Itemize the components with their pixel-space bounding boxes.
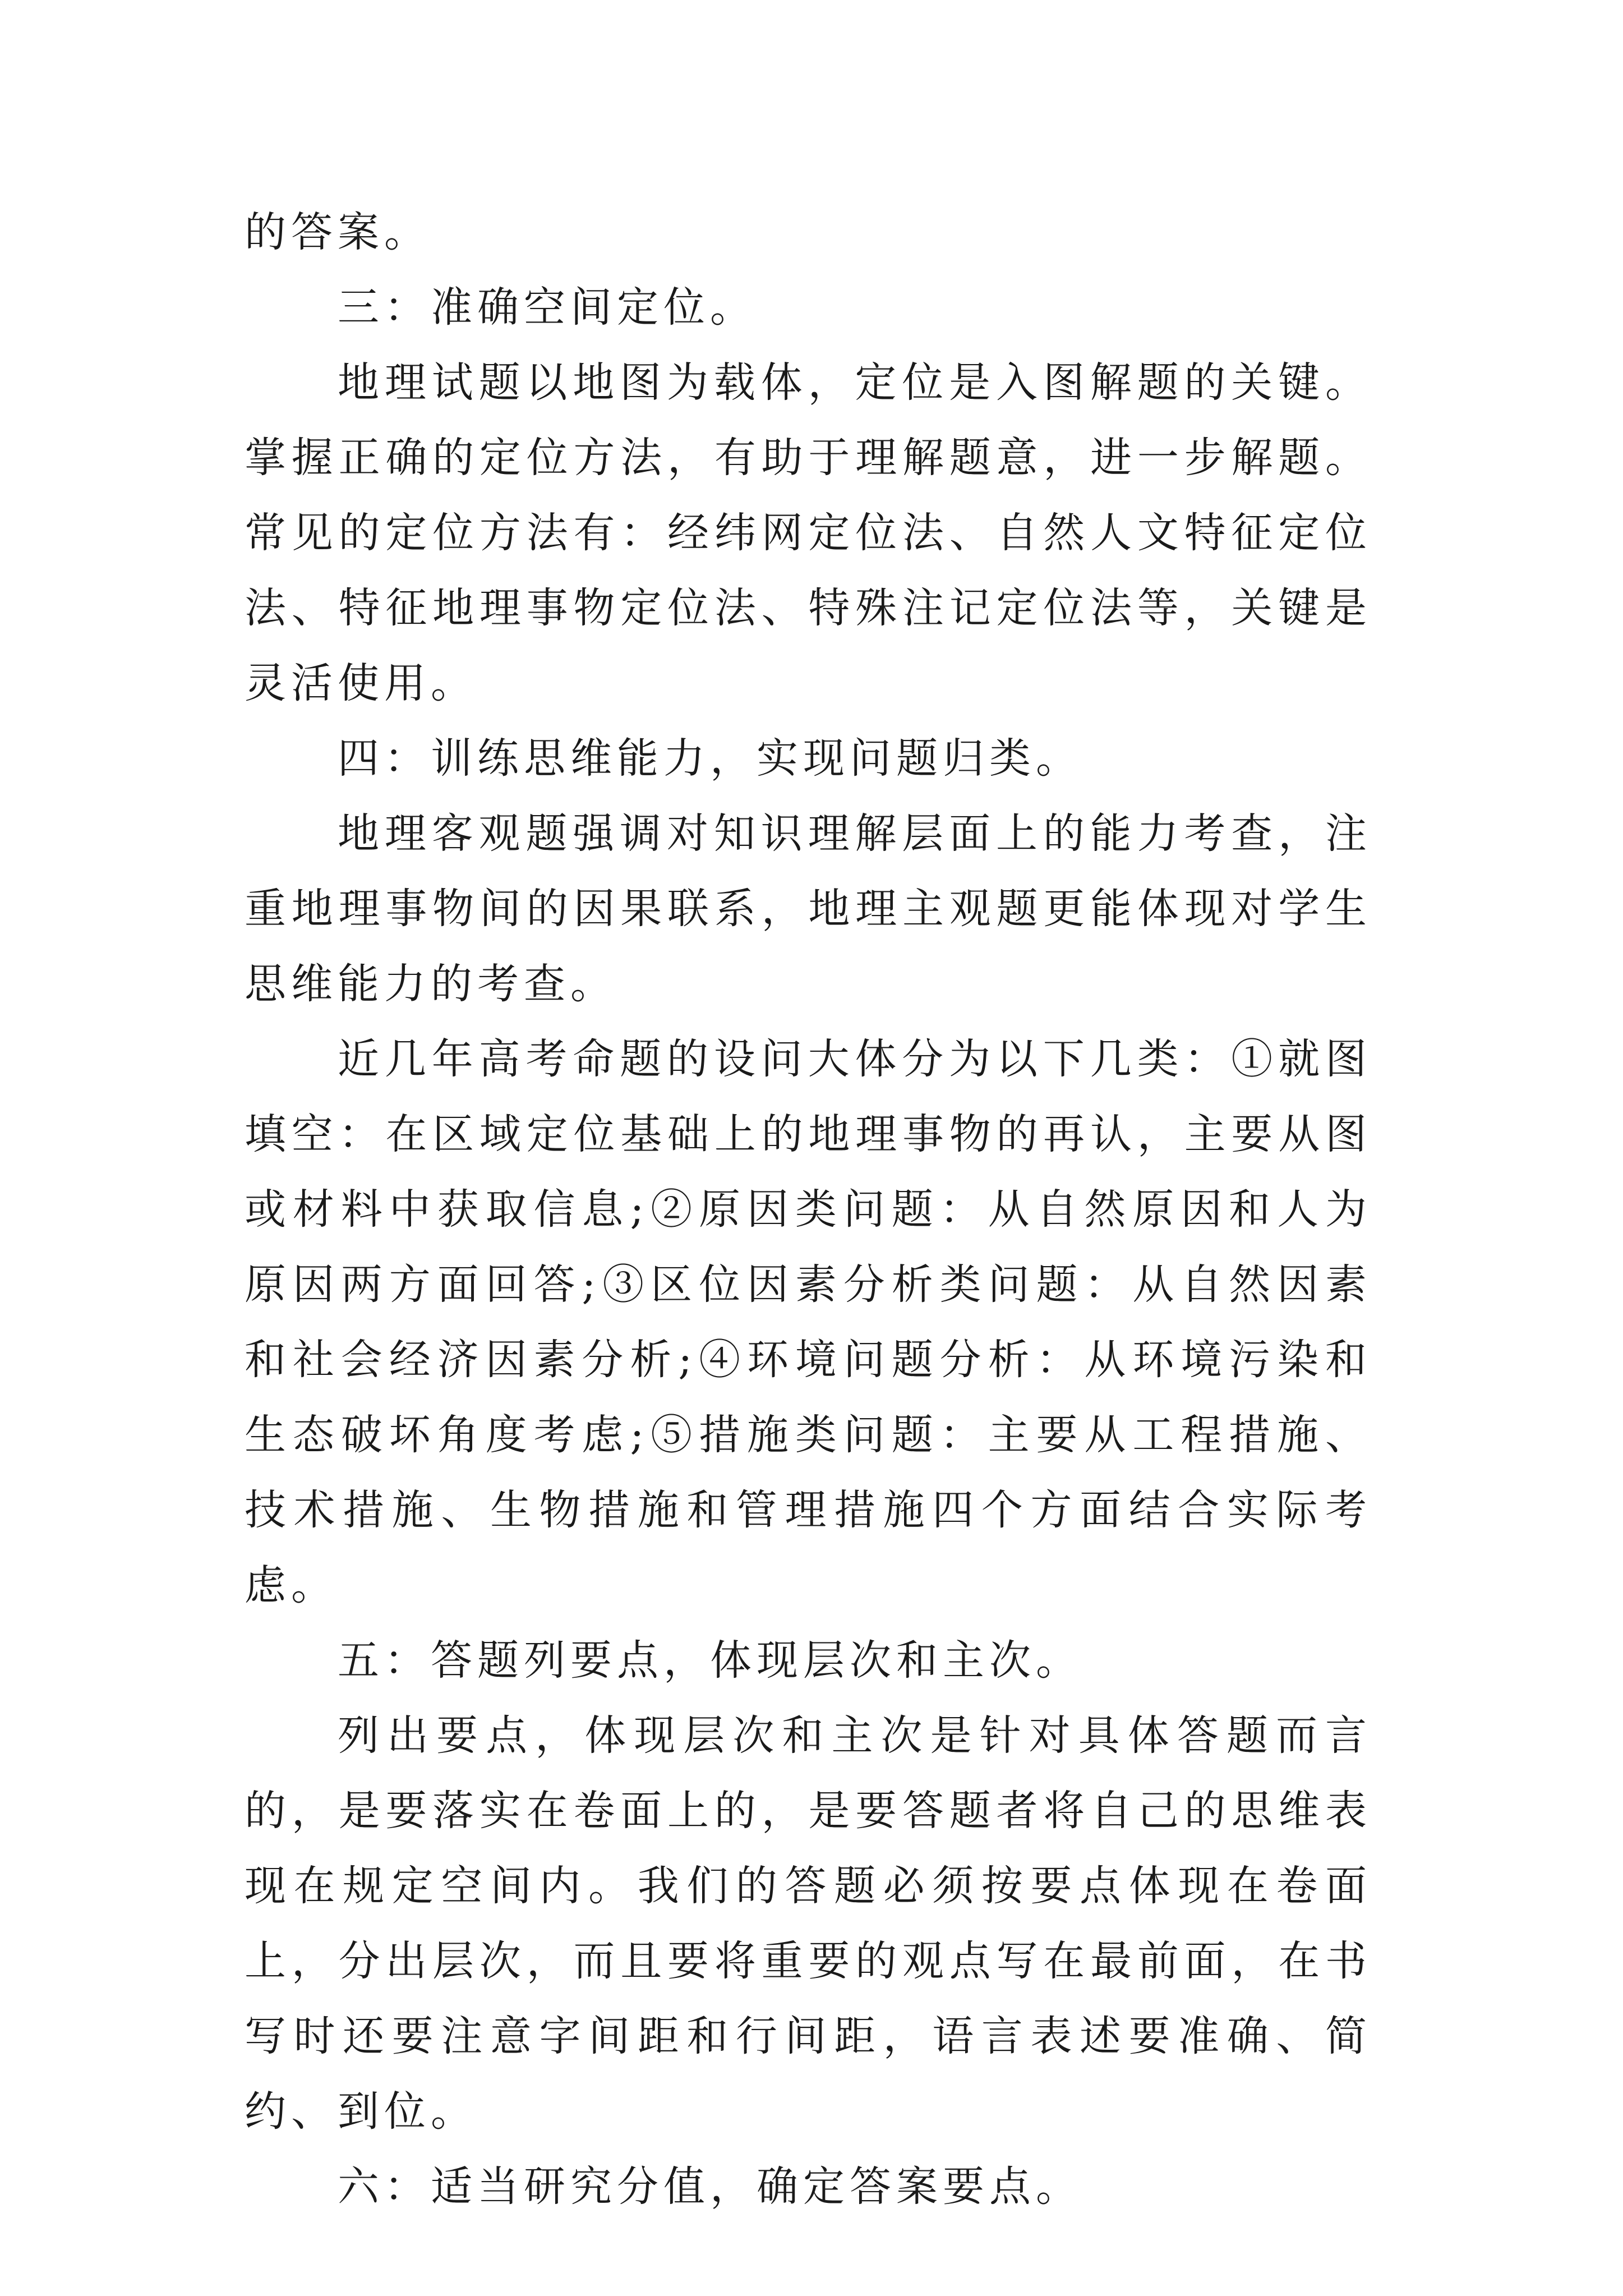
paragraph-continuation: 的答案。 <box>245 208 431 256</box>
document-body <box>245 195 1372 2224</box>
paragraph-question-types: 近几年高考命题的设问大体分为以下几类：①就图填空：在区域定位基础上的地理事物的再认，主要从图或材料中获取信息;②原因类问题：从自然原因和人为原因两方面回答;③区位因素分析类问题：从自然因素和社会经济因素分析;④环境问题分析：从环境污染和生态破坏角度考虑;⑤措施类问题：主要从工程措施、技术措施、生物措施和管理措施四个方面结合实际考虑。 <box>245 1035 1372 1609</box>
section-heading-3: 三：准确空间定位。 <box>338 283 757 332</box>
paragraph-spatial-positioning: 地理试题以地图为载体，定位是入图解题的关键。掌握正确的定位方法，有助于理解题意，进一步解题。常见的定位方法有：经纬网定位法、自然人文特征定位法、特征地理事物定位法、特殊注记定位法等，关键是灵活使用。 <box>245 358 1372 707</box>
section-heading-5: 五：答题列要点，体现层次和主次。 <box>338 1636 1082 1685</box>
paragraph-key-points: 列出要点，体现层次和主次是针对具体答题而言的，是要落实在卷面上的，是要答题者将自己的思维表现在规定空间内。我们的答题必须按要点体现在卷面上，分出层次，而且要将重要的观点写在最前面，在书写时还要注意字间距和行间距，语言表述要准确、简约、到位。 <box>245 1711 1372 2136</box>
section-heading-4: 四：训练思维能力，实现问题归类。 <box>338 734 1082 783</box>
section-heading-6: 六：适当研究分值，确定答案要点。 <box>338 2162 1082 2211</box>
paragraph-thinking-ability: 地理客观题强调对知识理解层面上的能力考查，注重地理事物间的因果联系，地理主观题更能体现对学生思维能力的考查。 <box>245 809 1372 1008</box>
